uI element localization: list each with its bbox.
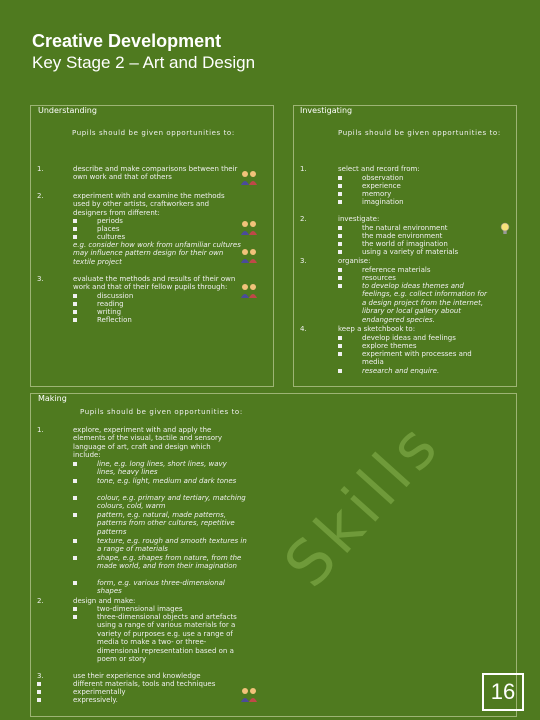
list-item: texture, e.g. rough and smooth textures in a range of materials xyxy=(73,537,253,554)
list-item: tone, e.g. light, medium and dark tones xyxy=(73,477,253,485)
list-item: periods xyxy=(73,217,123,225)
list-item: the world of imagination xyxy=(338,240,448,248)
list-item: develop ideas and feelings xyxy=(338,334,456,342)
list-item: different materials, tools and techniques xyxy=(37,680,215,688)
making-item-text: design and make: xyxy=(73,597,136,605)
list-item: colour, e.g. primary and tertiary, matching colours, cold, warm xyxy=(73,494,253,511)
making-item-text: use their experience and knowledge xyxy=(73,672,201,680)
list-item: discussion xyxy=(73,292,133,300)
pupils-icon xyxy=(240,687,258,703)
understanding-label: Understanding xyxy=(38,106,97,115)
list-item: observation xyxy=(338,174,403,182)
title-line2: Key Stage 2 – Art and Design xyxy=(32,53,256,72)
investigating-intro: Pupils should be given opportunities to: xyxy=(338,129,501,137)
title-line1: Creative Development xyxy=(32,31,222,51)
list-item: pattern, e.g. natural, made patterns, patterns from other cultures, repetitive patterns xyxy=(73,511,253,536)
list-item: cultures xyxy=(73,233,125,241)
making-item-num: 3. xyxy=(37,672,44,680)
pupils-icon xyxy=(240,220,258,236)
list-item: explore themes xyxy=(338,342,417,350)
pupils-icon xyxy=(240,248,258,264)
making-item-num: 1. xyxy=(37,426,44,434)
making-label: Making xyxy=(38,394,67,403)
list-item: reference materials xyxy=(338,266,431,274)
understanding-item-num: 1. xyxy=(37,165,44,173)
list-item: experiment with processes and media xyxy=(338,350,488,367)
list-item: three-dimensional objects and artefacts using a range of various materials for a variety of purposes e.g. use a range of media to make a two- or three-dimensional representation based on a poem or story xyxy=(73,613,253,663)
making-intro: Pupils should be given opportunities to: xyxy=(80,408,243,416)
list-item: writing xyxy=(73,308,121,316)
investigating-item-text: investigate: xyxy=(338,215,380,223)
understanding-item-text: evaluate the methods and results of their own work and that of their fellow pupils through: xyxy=(73,275,236,292)
list-item: imagination xyxy=(338,198,404,206)
page-number: 16 xyxy=(482,673,524,711)
list-item: expressively. xyxy=(37,696,118,704)
list-item: experimentally xyxy=(37,688,126,696)
understanding-item-text: experiment with and examine the methods used by other artists, craftworkers and designers from different: xyxy=(73,192,225,217)
investigating-item-num: 1. xyxy=(300,165,307,173)
investigating-item-text: organise: xyxy=(338,257,371,265)
making-item-num: 2. xyxy=(37,597,44,605)
investigating-item-text: keep a sketchbook to: xyxy=(338,325,416,333)
list-item: experience xyxy=(338,182,401,190)
understanding-example: e.g. consider how work from unfamiliar cultures may influence pattern design for their own textile project xyxy=(73,241,241,266)
list-item: Reflection xyxy=(73,316,132,324)
understanding-intro: Pupils should be given opportunities to: xyxy=(72,129,235,137)
understanding-item-num: 3. xyxy=(37,275,44,283)
lightbulb-icon xyxy=(500,222,510,236)
investigating-label: Investigating xyxy=(300,106,353,115)
list-item: memory xyxy=(338,190,391,198)
making-item-text: explore, experiment with and apply the elements of the visual, tactile and sensory language of art, craft and design which include: xyxy=(73,426,223,460)
list-item: line, e.g. long lines, short lines, wavy lines, heavy lines xyxy=(73,460,253,477)
pupils-icon xyxy=(240,170,258,186)
list-item: research and enquire. xyxy=(338,367,439,375)
list-item: to develop ideas themes and feelings, e.g. collect information for a design project from the internet, library or local gallery about endangered species. xyxy=(338,282,488,324)
pupils-icon xyxy=(240,283,258,299)
list-item: resources xyxy=(338,274,396,282)
skills-watermark-text: Skills xyxy=(270,406,455,601)
investigating-item-num: 3. xyxy=(300,257,307,265)
investigating-item-num: 2. xyxy=(300,215,307,223)
investigating-item-num: 4. xyxy=(300,325,307,333)
list-item: the natural environment xyxy=(338,224,448,232)
list-item: shape, e.g. shapes from nature, from the made world, and from their imagination xyxy=(73,554,253,571)
investigating-item-text: select and record from: xyxy=(338,165,420,173)
list-item: places xyxy=(73,225,119,233)
list-item: two-dimensional images xyxy=(73,605,253,613)
understanding-item-num: 2. xyxy=(37,192,44,200)
list-item: reading xyxy=(73,300,124,308)
page-title xyxy=(32,30,255,74)
list-item: using a variety of materials xyxy=(338,248,458,256)
understanding-item-text: describe and make comparisons between their own work and that of others xyxy=(73,165,238,182)
list-item: form, e.g. various three-dimensional shapes xyxy=(73,579,253,596)
list-item: the made environment xyxy=(338,232,442,240)
